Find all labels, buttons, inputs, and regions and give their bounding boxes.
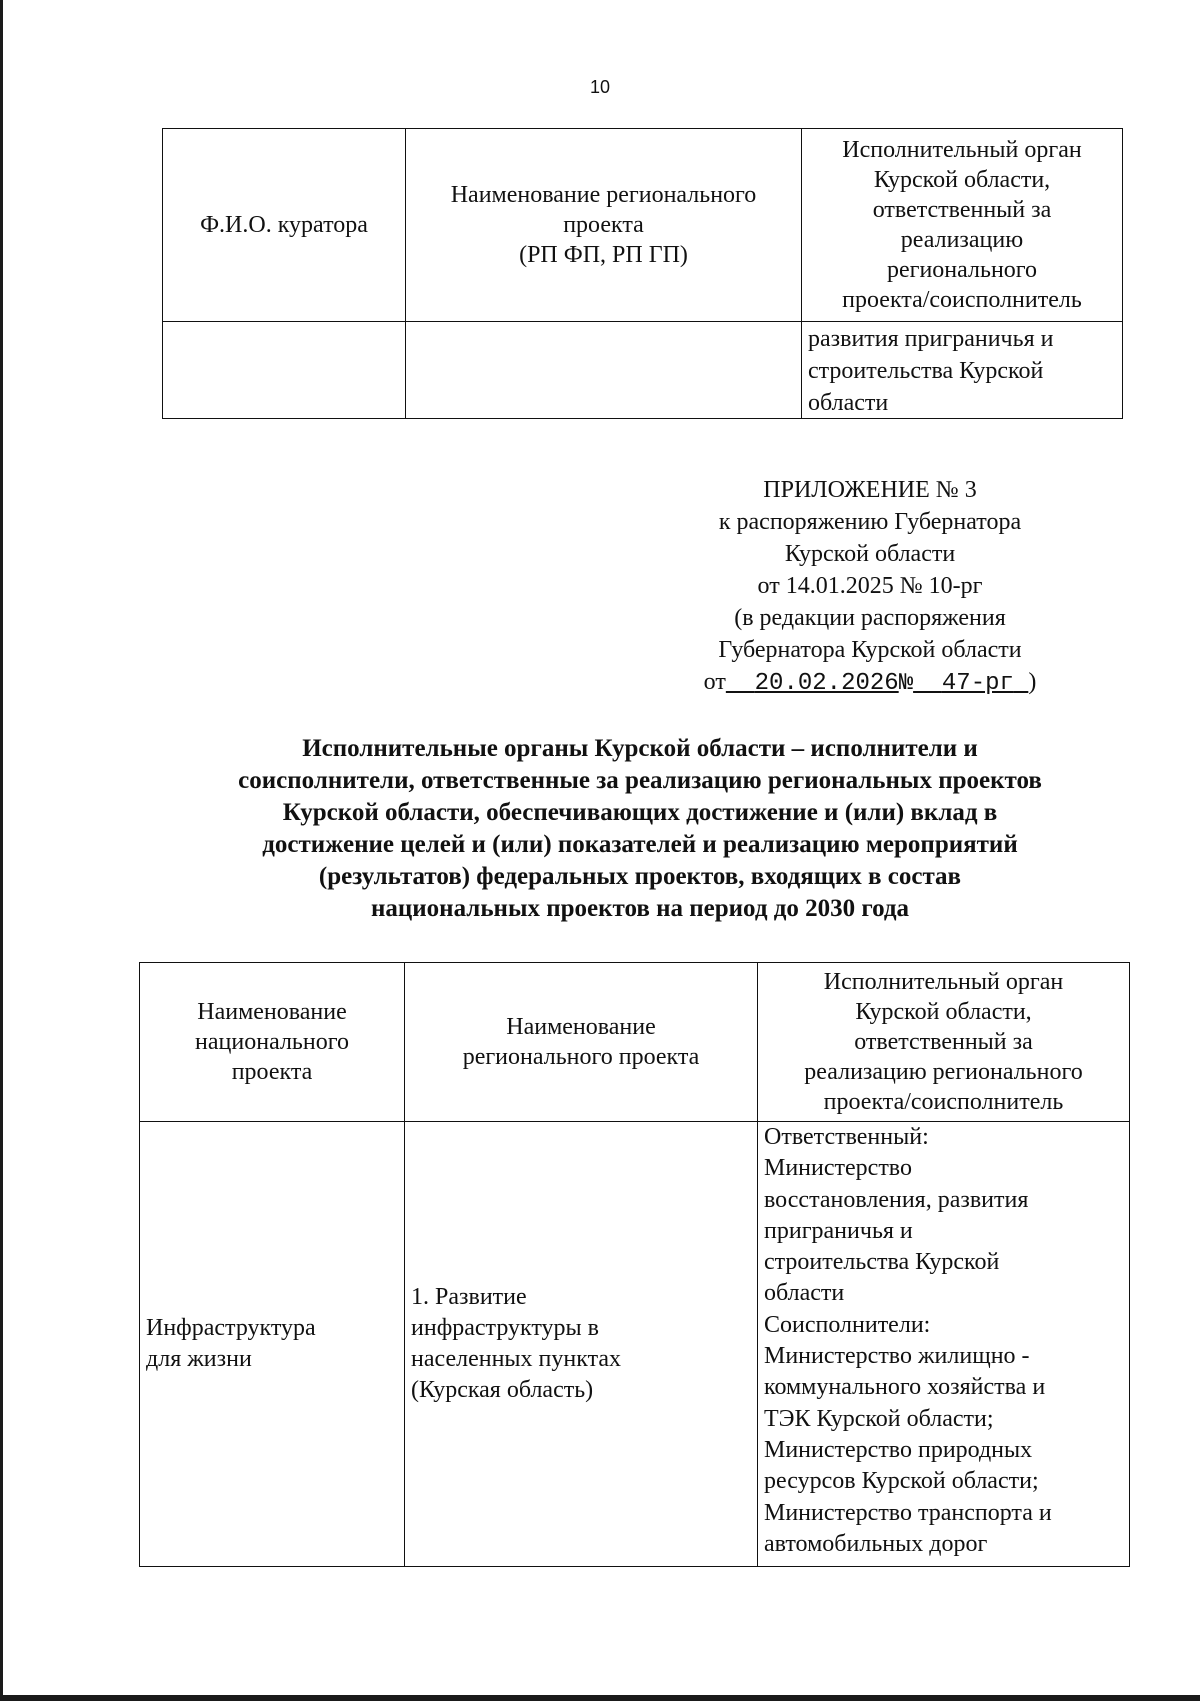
header-line: проекта/соисполнитель <box>823 1089 1064 1115</box>
header-executor <box>802 129 1123 322</box>
appendix-line: от 14.01.2025 № 10-рг <box>757 573 983 599</box>
header-national-project <box>140 963 405 1122</box>
cell-executor <box>758 1122 1130 1567</box>
title-line: Исполнительные органы Курской области – исполнители и <box>302 735 978 762</box>
appendix-line: Курской области <box>784 541 956 567</box>
cell-national-project <box>140 1122 405 1567</box>
header-line: ответственный за <box>872 197 1052 223</box>
title-line: Курской области, обеспечивающих достижение и (или) вклад в <box>282 799 998 826</box>
title-line: национальных проектов на период до 2030 года <box>370 895 910 922</box>
header-line: (РП ФП, РП ГП) <box>519 242 688 268</box>
amendment-line <box>660 666 1080 700</box>
header-line: Курской области, <box>855 999 1032 1025</box>
header-line: проекта <box>563 212 644 238</box>
header-line: регионального <box>886 257 1038 283</box>
appendix-title: ПРИЛОЖЕНИЕ № 3 <box>763 477 977 503</box>
cell-line: Министерство транспорта и <box>764 1499 1052 1526</box>
cell-line: Министерство <box>764 1155 912 1182</box>
table-row <box>140 1122 1130 1567</box>
table-header-row <box>140 963 1130 1122</box>
header-line: реализацию <box>900 227 1024 253</box>
cell-line: Соисполнители: <box>764 1311 931 1338</box>
header-executor <box>758 963 1130 1122</box>
cell-line: ресурсов Курской области; <box>764 1468 1039 1495</box>
appendix-heading <box>660 474 1080 700</box>
amendment-number: 47-рг <box>941 670 1014 697</box>
amendment-prefix: от <box>703 669 726 695</box>
cell-line: для жизни <box>146 1346 252 1372</box>
header-curator: Ф.И.О. куратора <box>163 129 406 322</box>
cell-line: Министерство жилищно - <box>764 1343 1030 1370</box>
cell-curator <box>163 322 406 419</box>
cell-regional-project <box>405 1122 758 1567</box>
cell-line: населенных пунктах <box>411 1346 621 1372</box>
header-line: Курской области, <box>873 167 1051 193</box>
table-row <box>163 322 1123 419</box>
header-line: Наименование <box>197 999 347 1025</box>
cell-line: Министерство природных <box>764 1436 1033 1463</box>
cell-line: развития приграничья и <box>808 326 1054 352</box>
header-line: регионального проекта <box>462 1044 700 1070</box>
cell-line: 1. Развитие <box>411 1284 527 1310</box>
cell-line: автомобильных дорог <box>764 1530 988 1557</box>
header-line: Исполнительный орган <box>842 137 1082 163</box>
cell-line: ТЭК Курской области; <box>764 1405 994 1432</box>
title-line: (результатов) федеральных проектов, входящих в состав <box>318 863 962 890</box>
cell-line: строительства Курской <box>764 1249 1000 1276</box>
amendment-no-label: № <box>898 670 914 697</box>
table-header-row <box>163 129 1123 322</box>
cell-line: восстановления, развития <box>764 1186 1029 1213</box>
cell-line: Ответственный: <box>764 1124 929 1150</box>
scan-edge-bottom <box>0 1695 1200 1701</box>
header-line: Наименование <box>506 1014 656 1040</box>
header-line: ответственный за <box>854 1029 1033 1055</box>
header-line: проекта <box>231 1059 313 1085</box>
appendix-line: Губернатора Курской области <box>718 637 1022 663</box>
amendment-date: 20.02.2026 <box>754 670 899 697</box>
cell-line: приграничья и <box>764 1217 913 1244</box>
cell-executor <box>802 322 1123 419</box>
header-line: Наименование регионального <box>450 182 757 208</box>
page-number: 10 <box>589 77 611 97</box>
header-line: реализацию регионального <box>804 1059 1083 1085</box>
cell-regional-project <box>406 322 802 419</box>
scan-edge-left <box>0 0 3 1701</box>
header-line: проекта/соисполнитель <box>842 287 1082 313</box>
cell-line: области <box>764 1280 845 1307</box>
title-line: соисполнители, ответственные за реализацию региональных проектов <box>238 767 1042 794</box>
title-line: достижение целей и (или) показателей и реализацию мероприятий <box>262 831 1018 858</box>
document-title <box>160 733 1120 925</box>
cell-line: строительства Курской <box>808 358 1044 384</box>
header-regional-project <box>405 963 758 1122</box>
amendment-close: ) <box>1028 669 1037 695</box>
cell-line: коммунального хозяйства и <box>764 1374 1046 1401</box>
appendix-line: к распоряжению Губернатора <box>718 509 1022 535</box>
header-line: национального <box>195 1029 349 1055</box>
continuation-table <box>162 128 1123 419</box>
appendix-line: (в редакции распоряжения <box>734 605 1006 631</box>
cell-line: (Курская область) <box>411 1377 594 1403</box>
cell-line: Инфраструктура <box>146 1315 316 1341</box>
header-line: Исполнительный орган <box>823 969 1064 995</box>
cell-line: области <box>808 390 889 416</box>
cell-line: инфраструктуры в <box>411 1315 599 1341</box>
executors-table <box>139 962 1130 1567</box>
header-regional-project <box>406 129 802 322</box>
